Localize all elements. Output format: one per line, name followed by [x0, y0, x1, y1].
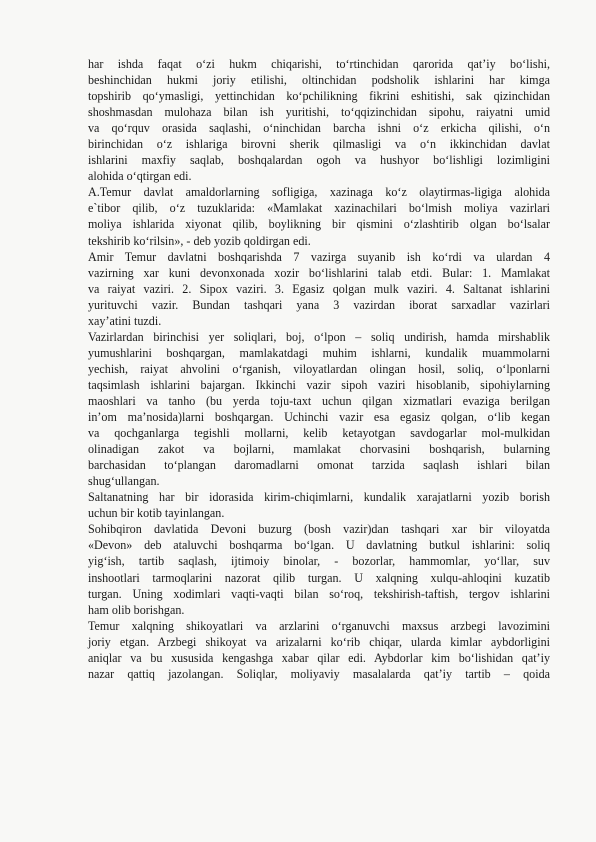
text-line: taqsimlash ishlarini bajargan. Ikkinchi vazir sipoh vaziri hisoblanib, sipohiylarning [88, 377, 550, 392]
text-line: «Devon» deb ataluvchi boshqarma bo‘lgan. U davlatning butkul ishlarini: soliq [88, 538, 550, 553]
document-body-text [88, 56, 550, 682]
text-line: shug‘ullangan. [88, 474, 160, 489]
text-line: e`tibor qilib, o‘z tuzuklarida: «Mamlakat xazinachilari bo‘lmish moliya vazirlari [88, 201, 550, 216]
text-line: har ishda faqat o‘zi hukm chiqarishi, to‘rtinchidan qarorida qat’iy bo‘lishi, [88, 57, 550, 71]
text-line: xay’atini tuzdi. [88, 313, 162, 328]
text-line: alohida o‘qtirgan edi. [88, 169, 192, 184]
text-line: yechish, raiyat ahvolini o‘rganish, viloyatlardan olingan hosil, soliq, o‘lponlarni [88, 361, 550, 376]
text-line: yurituvchi vazir. Bundan tashqari yana 3 vazirdan iborat sarxadlar vazirlari [88, 297, 550, 312]
text-line: moliya ishlarida xiyonat qilib, boylikning bir qismini o‘zlashtirib olgan bo‘lsalar [88, 217, 550, 232]
text-line: Temur xalqning shikoyatlari va arzlarini o‘rganuvchi maxsus arzbegi lavozimini [88, 618, 550, 633]
text-line: Saltanatning har bir idorasida kirim-chiqimlarni, kundalik xarajatlarni yozib borish [88, 490, 550, 505]
text-line: maoshlari va tanho (bu yerda toju-taxt uchun qilgan xizmatlari evaziga berilgan [88, 393, 550, 408]
text-line: va raiyat vaziri. 2. Sipox vaziri. 3. Egasiz qolgan mulk vaziri. 4. Saltanat ishlarini [88, 281, 550, 296]
text-line: olinadigan zakot va bojlarni, mamlakat chorvasini boshqarish, bularning [88, 442, 550, 457]
text-line: tekshirib ko‘rilsin», - deb yozib qoldirgan edi. [88, 233, 311, 248]
text-line: aniqlar va bu xususida kengashga xabar qilar edi. Aybdorlar kim bo‘lishidan qat’iy [88, 650, 550, 665]
text-line: ishlarini maxfiy saqlab, boshqalardan ogoh va hushyor bo‘lishligi lozimligini [88, 153, 550, 168]
text-line: va qo‘rquv orasida saqlashi, o‘ninchidan barcha ishni o‘z erkicha qilishi, o‘n [88, 121, 550, 136]
text-line: barchasidan to‘plangan daromadlarni omonat tarzida saqlash ishlari bilan [88, 458, 550, 473]
text-line: yumushlarini boshqargan, mamlakatdagi muhim ishlarni, kundalik muammolarni [88, 345, 550, 360]
text-line: shoshmasdan mulohaza bilan ish yuritishi, to‘qqizinchidan sipohu, raiyatni umid [88, 105, 550, 120]
text-line: va qochganlarga tegishli mollarni, kelib ketayotgan savdogarlar mol-mulkidan [88, 426, 550, 441]
text-line: uchun bir kotib tayinlangan. [88, 506, 225, 521]
text-line: Sohibqiron davlatida Devoni buzurg (bosh vazir)dan tashqari xar bir viloyatda [88, 522, 550, 537]
text-line: joriy etgan. Arzbegi shikoyat va arizalarni ko‘rib chiqar, ularda kimlar aybdorligini [88, 634, 550, 649]
text-line: nazar qattiq jazolangan. Soliqlar, moliyaviy masalalarda qat’iy tartib – qoida [88, 666, 550, 681]
text-line: ham olib borishgan. [88, 602, 185, 617]
text-line: beshinchidan hukmi joriy etilishi, oltinchidan podsholik ishlarini har kimga [88, 73, 550, 88]
text-line: birinchidan o‘z ishlariga birovni sherik qilmasligi va o‘n ikkinchidan davlat [88, 137, 550, 152]
text-line: turgan. Uning xodimlari vaqti-vaqti bilan so‘roq, tekshirish-taftish, tergov ishlarini [88, 586, 550, 601]
text-line: in’om ma’nosida)larni boshqargan. Uchinchi vazir esa egasiz qolgan, o‘lib kegan [88, 410, 550, 425]
text-line: vazirning xar kuni devonxonada xozir bo‘lishlarini talab etdi. Bular: 1. Mamlakat [88, 265, 550, 280]
text-line: yig‘ish, tartib saqlash, ijtimoiy binolar, - bozorlar, hammomlar, yo‘llar, suv [88, 554, 550, 569]
text-line: A.Temur davlat amaldorlarning sofligiga, xazinaga ko‘z olaytirmas-ligiga alohida [88, 185, 550, 200]
text-line: inshootlari tarmoqlarini nazorat qilib turgan. U xalqning xulqu-ahloqini kuzatib [88, 570, 550, 585]
text-line: Vazirlardan birinchisi yer soliqlari, boj, o‘lpon – soliq undirish, hamda mirshablik [88, 329, 550, 344]
text-line: topshirib qo‘ymasligi, yettinchidan ko‘pchilikning fikrini eshitishi, sak qizinchidan [88, 89, 550, 104]
text-line: Amir Temur davlatni boshqarishda 7 vazirga suyanib ish ko‘rdi va ulardan 4 [88, 249, 550, 264]
